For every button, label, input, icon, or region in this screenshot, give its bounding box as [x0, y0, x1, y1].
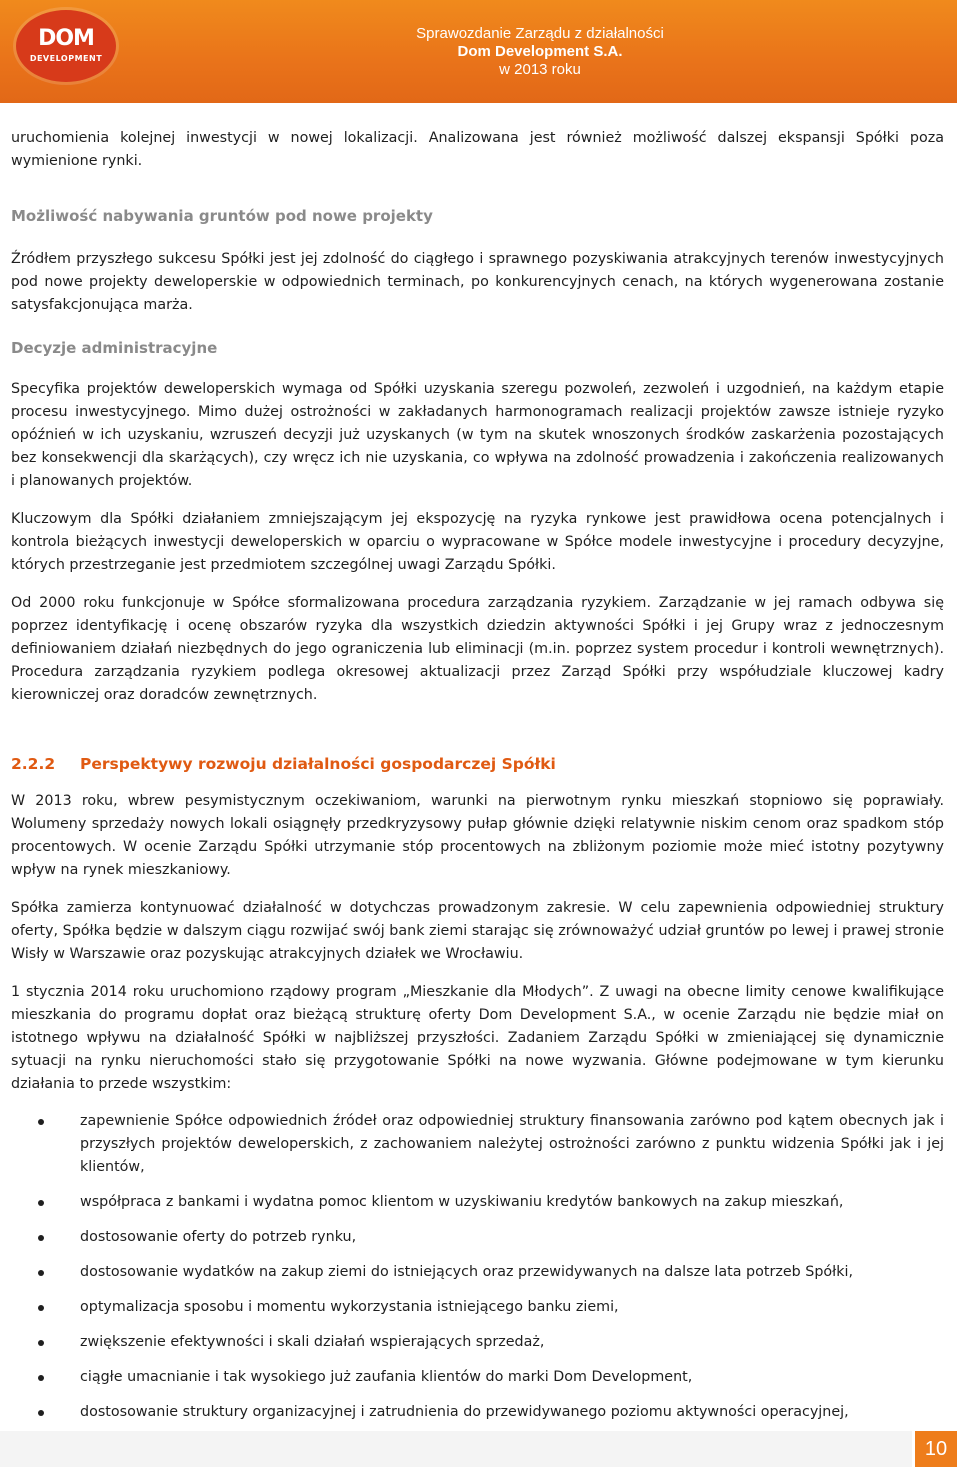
list-item: zwiększenie efektywności i skali działań wspierających sprzedaż,: [11, 1331, 944, 1354]
paragraph: Kluczowym dla Spółki działaniem zmniejszającym jej ekspozycję na ryzyka rynkowe jest prawidłowa ocena potencjalnych i kontrola bieżących inwestycji deweloperskich w oparciu o wypracowane w Spółce modele inwestycyjne i procedury decyzyjne, których przestrzeganie jest przedmiotem szczególnej uwagi Zarządu Spółki.: [11, 511, 944, 573]
bullet-icon: [38, 1305, 44, 1311]
intro-paragraph: uruchomienia kolejnej inwestycji w nowej lokalizacji. Analizowana jest również możliwość dalszej ekspansji Spółki poza wymienione rynki.: [11, 130, 944, 169]
report-year: w 2013 roku: [499, 61, 581, 78]
report-title: Sprawozdanie Zarządu z działalności: [416, 25, 664, 42]
list-item: ciągłe umacnianie i tak wysokiego już zaufania klientów do marki Dom Development,: [11, 1366, 944, 1389]
paragraph: Od 2000 roku funkcjonuje w Spółce sformalizowana procedura zarządzania ryzykiem. Zarządzanie w jej ramach odbywa się poprzez identyfikację i ocenę obszarów ryzyka dla wszystkich dziedzin aktywności Spółki i jej Grupy wraz z jednoczesnym definiowaniem działań niezbędnych do jego ograniczenia lub eliminacji (m.in. poprzez system procedur i kontroli wewnętrznych). Procedura zarządzania ryzykiem podlega okresowej aktualizacji przez Zarząd Spółki przy współudziale kluczowej kadry kierowniczej oraz doradców zewnętrznych.: [11, 595, 944, 703]
bullet-icon: [38, 1200, 44, 1206]
section-heading-land: Możliwość nabywania gruntów pod nowe projekty: [11, 207, 433, 225]
bullet-icon: [38, 1340, 44, 1346]
list-item: optymalizacja sposobu i momentu wykorzystania istniejącego banku ziemi,: [11, 1296, 944, 1319]
chapter-title: Perspektywy rozwoju działalności gospodarczej Spółki: [80, 755, 556, 773]
footer-bar: [0, 1431, 912, 1467]
document-body: [11, 127, 944, 1424]
company-logo: [16, 10, 116, 82]
chapter-heading: [11, 753, 944, 776]
paragraph: W 2013 roku, wbrew pesymistycznym oczekiwaniom, warunki na pierwotnym rynku mieszkań stopniowo się poprawiały. Wolumeny sprzedaży nowych lokali osiągnęły przedkryzysowy pułap głównie dzięki relatywnie niskim cenom oraz spadkom stóp procentowych. W ocenie Zarządu Spółki utrzymanie stóp procentowych na zbliżonym poziomie może mieć istotny pozytywny wpływ na rynek mieszkaniowy.: [11, 793, 944, 878]
bullet-icon: [38, 1119, 44, 1125]
list-item: dostosowanie oferty do potrzeb rynku,: [11, 1226, 944, 1249]
paragraph: Źródłem przyszłego sukcesu Spółki jest jej zdolność do ciągłego i sprawnego pozyskiwania atrakcyjnych terenów inwestycyjnych pod nowe projekty deweloperskie w odpowiednich terminach, po konkurencyjnych cenach, na których wygenerowana zostanie satysfakcjonująca marża.: [11, 251, 944, 313]
page-header: [0, 0, 957, 103]
list-item: dostosowanie wydatków na zakup ziemi do istniejących oraz przewidywanych na dalsze lata potrzeb Spółki,: [11, 1261, 944, 1284]
action-list: [11, 1110, 944, 1424]
bullet-icon: [38, 1270, 44, 1276]
section-heading-decisions: Decyzje administracyjne: [11, 339, 218, 357]
list-item: współpraca z bankami i wydatna pomoc klientom w uzyskiwaniu kredytów bankowych na zakup mieszkań,: [11, 1191, 944, 1214]
list-item: zapewnienie Spółce odpowiednich źródeł oraz odpowiedniej struktury finansowania zarówno pod kątem obecnych jak i przyszłych projektów deweloperskich, z zachowaniem należytej ostrożności zarówno z punktu widzenia Spółki jak i jej klientów,: [11, 1110, 944, 1179]
paragraph: Spółka zamierza kontynuować działalność w dotychczas prowadzonym zakresie. W celu zapewnienia odpowiedniej struktury oferty, Spółka będzie w dalszym ciągu rozwijać swój bank ziemi starając się zrównoważyć udział gruntów po lewej i prawej stronie Wisły w Warszawie oraz pozyskując atrakcyjnych działek we Wrocławiu.: [11, 900, 944, 962]
chapter-number: 2.2.2: [11, 755, 56, 773]
logo-wordmark: DOM: [38, 26, 94, 51]
list-item: dostosowanie struktury organizacyjnej i zatrudnienia do przewidywanego poziomu aktywności operacyjnej,: [11, 1401, 944, 1424]
paragraph: 1 stycznia 2014 roku uruchomiono rządowy program „Mieszkanie dla Młodych”. Z uwagi na obecne limity cenowe kwalifikujące mieszkania do programu dopłat oraz bieżącą strukturę oferty Dom Development S.A., w ocenie Zarządu nie będzie miał on istotnego wpływu na działalność Spółki w najbliższej przyszłości. Zadaniem Zarządu Spółki w zmieniającej się dynamicznie sytuacji na rynku nieruchomości stało się przygotowanie Spółki na nowe wyzwania. Główne podejmowane w tym kierunku działania to przede wszystkim:: [11, 984, 944, 1092]
report-title-block: [320, 25, 760, 79]
logo-subtitle: DEVELOPMENT: [29, 54, 103, 63]
bullet-icon: [38, 1375, 44, 1381]
bullet-icon: [38, 1235, 44, 1241]
bullet-icon: [38, 1410, 44, 1416]
paragraph: Specyfika projektów deweloperskich wymaga od Spółki uzyskania szeregu pozwoleń, zezwoleń i uzgodnień, na każdym etapie procesu inwestycyjnego. Mimo dużej ostrożności w zakładanych harmonogramach realizacji projektów zawsze istnieje ryzyko opóźnień w ich uzyskaniu, wzruszeń decyzji już uzyskanych (w tym na skutek wnoszonych środków zaskarżenia pozostających bez konsekwencji dla skarżących), czy wręcz ich nie uzyskania, co wpływa na zdolność prowadzenia i zakończenia realizowanych i planowanych projektów.: [11, 381, 944, 489]
page-number: 10: [915, 1431, 957, 1467]
company-name: Dom Development S.A.: [457, 43, 623, 60]
